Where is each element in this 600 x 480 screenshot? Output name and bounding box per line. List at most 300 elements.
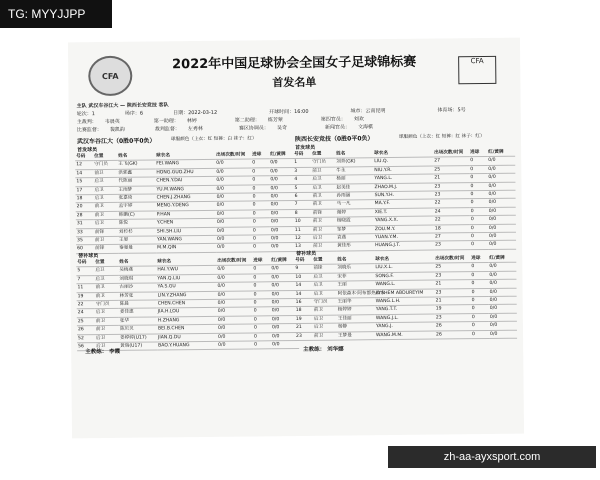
table-cell: HAI.Y.WU [156,266,216,275]
table-cell: YANG.J. [375,322,435,331]
table-cell: 4 [293,176,311,185]
table-cell: 邹梦 [336,225,374,234]
table-cell: 0 [469,182,487,191]
table-cell: 刘杉杉 [118,228,156,237]
table-cell: 19 [435,305,471,314]
info3-item: 吴奇 [276,125,287,132]
table-cell: 1 [293,159,311,168]
table-cell: 后卫 [93,186,117,195]
table-cell: 26 [435,322,471,331]
table-row [76,243,298,254]
table-cell: 26 [435,330,471,339]
table-cell: 谢婷 [336,209,374,218]
table-cell: 0/0 [217,291,253,300]
table-cell: 0 [470,280,488,289]
table-cell: 0/0 [489,288,517,297]
table-cell: 后卫 [312,234,336,243]
table-cell: 26 [77,326,95,335]
table-cell: 0/0 [217,299,253,308]
away-team-heading: 陕西长安竞技（0胜0平0负） [294,135,374,144]
table-cell: 18 [295,307,313,316]
table-cell: 3 [293,167,311,176]
association-logo: CFA [88,56,132,96]
table-cell: 0/0 [488,263,516,272]
table-cell: YA.S.GU [156,283,216,292]
table-cell: 0 [252,282,270,291]
table-cell: 王晏 [118,236,156,245]
table-cell: XIE.T. [374,208,434,217]
info2-item: 练芳蒙 [267,117,283,124]
table-cell: 0 [470,216,488,225]
table-cell: 0 [471,288,489,297]
table-cell: 林芳张 [119,292,157,301]
table-cell: 0 [253,332,271,341]
table-cell: 23 [435,314,471,323]
table-cell: 0/0 [269,167,297,176]
table-cell: 0/0 [215,176,251,185]
table-cell: 0 [470,191,488,200]
table-cell: 王雨梦 [117,186,155,195]
table-cell: 0/0 [488,279,516,288]
away-kit-colors: 球服颜色（上衣：红 短裤：红 袜子：红） [398,134,485,140]
table-cell: 前卫 [312,243,336,252]
info1-item: 轮次：1 [76,111,95,118]
table-cell: 0 [252,218,270,227]
table-cell: JIAN.Q.DU [157,333,217,342]
table-cell: 前卫 [94,211,118,220]
table-cell: 牛永 [335,166,373,175]
table-cell: 0/0 [271,315,299,324]
table-cell: 0 [470,241,488,250]
table-cell: 前卫 [313,307,337,316]
column-header: 球衣名 [156,258,216,267]
table-cell: 12 [294,234,312,243]
column-header: 号码 [75,153,93,161]
table-cell: 陈悦 [118,219,156,228]
info1-item: 日期：2022-03-12 [173,109,218,117]
table-cell: 0 [469,157,487,166]
info2-item: 第四官员： [320,116,346,123]
away-subs-label: 替补球员 [296,250,317,257]
column-header: 红/黄牌 [270,257,298,265]
table-cell: 0/0 [489,330,517,339]
table-cell: 0/0 [270,226,298,235]
table-cell: 10 [294,273,312,282]
table-cell: 前卫 [94,284,118,293]
info3-item: 裁判监督： [154,126,180,133]
table-cell: 0 [252,193,270,202]
cfa-logo: CFA [458,56,496,84]
column-header: 号码 [293,151,311,159]
table-cell: BEI.B.CHEN [157,325,217,334]
table-cell: 0/0 [489,296,517,305]
table-cell: 0/0 [216,265,252,274]
table-cell: 8 [294,209,312,218]
table-cell: ZOU.M.Y. [374,225,434,234]
table-cell: 后卫 [94,267,118,276]
table-cell: 秦曼曼 [118,244,156,253]
table-cell: ZHAO.M.J. [373,183,433,192]
table-cell: 姜婷婷(U17) [119,334,157,343]
column-header: 位置 [93,153,117,161]
table-row [295,330,517,341]
table-cell: 0/0 [270,193,298,202]
table-cell: 刘晓琪 [118,275,156,284]
table-cell: CHEN.Y.DAI [155,177,215,186]
column-header: 姓名 [117,152,155,160]
table-cell: 赵美佳 [335,183,373,192]
table-cell: H.ZHANG [157,316,217,325]
table-cell: 刘晓乐 [336,264,374,273]
table-cell: 35 [76,237,94,246]
table-cell: 21 [295,324,313,333]
table-cell: 0 [251,184,269,193]
table-cell: 60 [76,245,94,254]
table-cell: 19 [77,292,95,301]
table-cell: 14 [295,290,313,299]
home-starters-label: 首发球员 [77,147,98,154]
table-cell: 0/0 [216,274,252,283]
table-cell: 6 [294,192,312,201]
column-header: 姓名 [336,256,374,264]
table-cell: 前卫 [94,203,118,212]
table-cell: 0/0 [270,209,298,218]
table-cell: 守门员 [95,300,119,309]
starting-lineup-sheet [68,38,524,439]
table-cell: NIU.Y.R. [373,166,433,175]
table-cell: 23 [295,332,313,341]
table-cell: YANG.X.X. [374,216,434,225]
table-cell: Y.CHEN [156,219,216,228]
column-header: 红/黄牌 [269,151,297,159]
table-cell: 守门员 [313,298,337,307]
table-cell: 袁燕 [336,234,374,243]
table-cell: 黄佳彤 [336,242,374,251]
table-cell: 21 [434,280,470,289]
info1-item: 场序：6 [124,110,144,117]
table-cell: SONG.F. [374,272,434,281]
table-cell: JIA.H.LOU [157,308,217,317]
table-cell: 14 [75,169,93,178]
table-cell: 韩鹏(C) [118,211,156,220]
table-cell: 0 [252,265,270,274]
table-cell: 0 [253,341,271,350]
info2-item: 刘欢 [353,116,364,123]
table-cell: 洪郭鑫 [117,169,155,178]
table-cell: 0/0 [489,305,517,314]
table-cell: 0 [470,233,488,242]
table-cell: 23 [433,182,469,191]
table-cell: 0/0 [215,185,251,194]
table-cell: FEI.WANG [155,160,215,169]
table-cell: AYSHEM ABDUREYIM [375,289,435,298]
table-cell: 0/0 [271,341,299,350]
table-cell: 11 [76,284,94,293]
table-cell: 王丽华 [337,298,375,307]
table-cell: 0/0 [216,235,252,244]
table-cell: 0/0 [270,201,298,210]
away-subs-table [294,255,517,341]
table-cell: 后卫 [312,273,336,282]
table-cell: 0 [471,305,489,314]
table-cell: 15 [75,178,93,187]
table-cell: 0/0 [270,282,298,291]
column-header: 球衣名 [155,152,215,161]
table-cell: M.M.QIN [156,244,216,253]
info2-item: 第二助理： [234,117,260,124]
table-cell: 31 [76,220,94,229]
table-cell: 前卫 [312,201,336,210]
table-cell: 18 [434,224,470,233]
table-cell: 0 [251,159,269,168]
info3-item: 比赛监督： [76,127,102,134]
table-cell: 前卫 [95,326,119,335]
table-cell: 0/0 [216,227,252,236]
table-cell: 娄佳惠 [119,308,157,317]
table-cell: 前卫 [93,169,117,178]
table-cell: 0 [252,274,270,283]
column-header: 姓名 [335,150,373,158]
table-cell: 陈晨 [119,300,157,309]
page-subtitle: 首发名单 [272,75,317,90]
table-cell: 0/0 [216,201,252,210]
table-cell: 11 [294,226,312,235]
table-cell: 王飞(GK) [117,160,155,169]
table-cell: 22 [434,199,470,208]
table-cell: 陈贝贝 [119,325,157,334]
table-cell: YAN.WANG [156,235,216,244]
home-coach: 主教练： 李霞 [85,348,121,356]
table-cell: 前卫 [94,236,118,245]
table-cell: 0 [252,235,270,244]
table-cell: 孙雨涵 [336,192,374,201]
table-cell: 王梦曼 [337,331,375,340]
table-cell: 20 [76,203,94,212]
table-cell: 24 [434,208,470,217]
table-cell: 0/0 [487,165,515,174]
table-cell: 刘青(GK) [335,158,373,167]
column-header: 进球 [252,257,270,265]
table-cell: 前卫 [313,332,337,341]
table-cell: 古丽沙 [118,283,156,292]
table-cell: 19 [295,315,313,324]
table-cell: 0 [471,297,489,306]
table-cell: 0/0 [270,273,298,282]
table-cell: 0 [251,168,269,177]
table-cell: 前卫 [95,292,119,301]
table-cell: 后卫 [313,323,337,332]
home-subs-label: 替补球员 [78,253,99,260]
table-cell: 25 [433,165,469,174]
table-cell: 10 [294,218,312,227]
home-subs-table [76,257,299,352]
table-cell: 0/0 [487,173,515,182]
table-cell: 0 [469,165,487,174]
table-cell: 16 [295,298,313,307]
table-cell: 0/0 [270,218,298,227]
column-header: 号码 [76,259,94,267]
table-cell: 后卫 [95,309,119,318]
table-cell: 后卫 [311,175,335,184]
table-cell: 0/0 [271,307,299,316]
table-cell: 马一凡 [336,200,374,209]
home-team-heading: 武汉车谷江大（0胜0平0负） [76,137,156,146]
table-cell: YANG.L. [373,174,433,183]
table-cell: 守门员 [93,161,117,170]
table-cell: SUN.Y.H. [374,191,434,200]
info3-item: 新闻官员： [324,124,350,131]
home-kit-colors: 球服颜色（上衣：红 短裤：白 袜子：红） [170,136,257,143]
table-cell: 17 [75,186,93,195]
table-cell: 0/0 [489,313,517,322]
table-cell: 0/0 [216,282,252,291]
table-cell: 前卫 [312,192,336,201]
table-cell: 0 [470,207,488,216]
table-cell: 0/0 [217,324,253,333]
table-cell: 0 [471,330,489,339]
table-cell: 张华 [119,317,157,326]
table-cell: 24 [77,309,95,318]
column-header: 出场次数/时间 [433,149,469,157]
table-cell: 王佳丽 [337,315,375,324]
table-cell: HONG.GUO.ZHU [155,168,215,177]
table-cell: 5 [293,184,311,193]
table-cell: 0/0 [488,241,516,250]
table-cell: WANG.L.H. [375,297,435,306]
table-cell: 孟宇婷 [118,202,156,211]
column-header: 进球 [251,151,269,159]
table-cell: 0/0 [487,182,515,191]
table-cell: 0 [252,201,270,210]
table-cell: 14 [294,282,312,291]
info3-item: 裴凯韵 [109,126,125,133]
table-cell: 后卫 [94,275,118,284]
table-cell: 0/0 [270,235,298,244]
table-cell: 阿依森木·阿布都热依木 [337,290,386,297]
match-line: 主队 武汉车谷江大 — 陕西长安竞技 客队 [76,102,169,110]
table-cell: 0 [253,299,271,308]
table-cell: 23 [435,288,471,297]
table-cell: 后卫 [95,342,119,351]
table-cell: 0/0 [216,193,252,202]
table-cell: 0/0 [216,218,252,227]
table-cell: 0/0 [488,232,516,241]
table-cell: SHI.SH.LIU [156,227,216,236]
table-cell: CHEN.CHEN [157,299,217,308]
table-cell: 0 [253,290,271,299]
table-cell: 0/0 [488,215,516,224]
table-cell: 0/0 [271,290,299,299]
column-header: 位置 [94,259,118,267]
table-cell: 前卫 [312,226,336,235]
table-cell: 前卫 [311,167,335,176]
table-cell: 33 [76,228,94,237]
table-cell: 23 [434,271,470,280]
table-cell: 28 [76,211,94,220]
table-cell: 宋菲 [336,272,374,281]
table-cell: 0/0 [216,243,252,252]
home-starters-table [75,151,298,254]
away-coach: 主教练： 刘华娜 [303,346,344,353]
table-cell: 0 [470,224,488,233]
table-cell: 黄瑞(U17) [119,342,157,351]
table-cell: WANG.M.M. [375,331,435,340]
table-cell: 杨晓霞 [336,217,374,226]
table-cell: LIU.Q. [373,157,433,166]
column-header: 红/黄牌 [487,149,515,157]
table-cell: 张嘉琦 [118,194,156,203]
table-cell: HUANG.J.T. [374,242,434,251]
table-cell: 前卫 [95,317,119,326]
column-header: 位置 [312,257,336,265]
table-cell: 0 [252,226,270,235]
table-cell: 王丽 [336,281,374,290]
table-cell: 0 [469,174,487,183]
table-cell: 后卫 [313,315,337,324]
column-header: 进球 [470,255,488,263]
table-cell: 0 [471,313,489,322]
column-header: 红/黄牌 [488,255,516,263]
table-cell: BAO.Y.HUANG [157,341,217,350]
table-cell: 后卫 [93,178,117,187]
table-cell: LIU.X.L. [374,263,434,272]
table-cell: 25 [77,317,95,326]
table-cell: 守门员 [311,158,335,167]
column-header: 姓名 [118,258,156,266]
table-cell: LIN.Y.ZHANG [157,291,217,300]
away-starters-label: 首发球员 [295,144,316,152]
info2-item: 林婷 [186,118,197,125]
table-cell: 后卫 [313,290,337,299]
table-cell: 代陈丽 [117,177,155,186]
table-cell: YUAN.Y.M. [374,233,434,242]
table-cell: 0/0 [217,307,253,316]
table-cell: YAN.Q.LIU [156,274,216,283]
table-cell: 56 [77,343,95,352]
column-header: 出场次数/时间 [434,255,470,263]
table-cell: 后卫 [94,194,118,203]
table-cell: 0/0 [217,341,253,350]
table-cell: 后卫 [312,281,336,290]
info2-item: 韦晨英 [104,118,120,125]
table-cell: 0 [253,307,271,316]
table-cell: 0/0 [488,207,516,216]
table-row [294,241,516,252]
table-cell: 0/0 [215,159,251,168]
table-cell: 0/0 [269,159,297,168]
info1-item: 体育场：5号 [437,107,466,114]
table-cell: 18 [76,195,94,204]
table-cell: 前锋 [312,209,336,218]
column-header: 出场次数/时间 [215,151,251,159]
page-title: 2022年中国足球协会全国女子足球锦标赛 [172,54,417,73]
column-header: 球衣名 [374,256,434,265]
table-cell: 0/0 [215,168,251,177]
table-cell: P.HAN [156,210,216,219]
table-cell: 后卫 [95,334,119,343]
table-cell: 23 [434,241,470,250]
table-cell: 21 [433,174,469,183]
table-cell: 0/0 [488,190,516,199]
table-cell: 0/0 [488,199,516,208]
table-cell: 0/0 [270,243,298,252]
table-cell: MA.Y.F. [374,199,434,208]
info1-item: 开球时间：16:00 [269,108,309,116]
table-cell: 0 [471,322,489,331]
column-header: 出场次数/时间 [216,257,252,265]
table-cell: 5 [76,267,94,276]
table-cell: MENG.Y.DENG [156,202,216,211]
